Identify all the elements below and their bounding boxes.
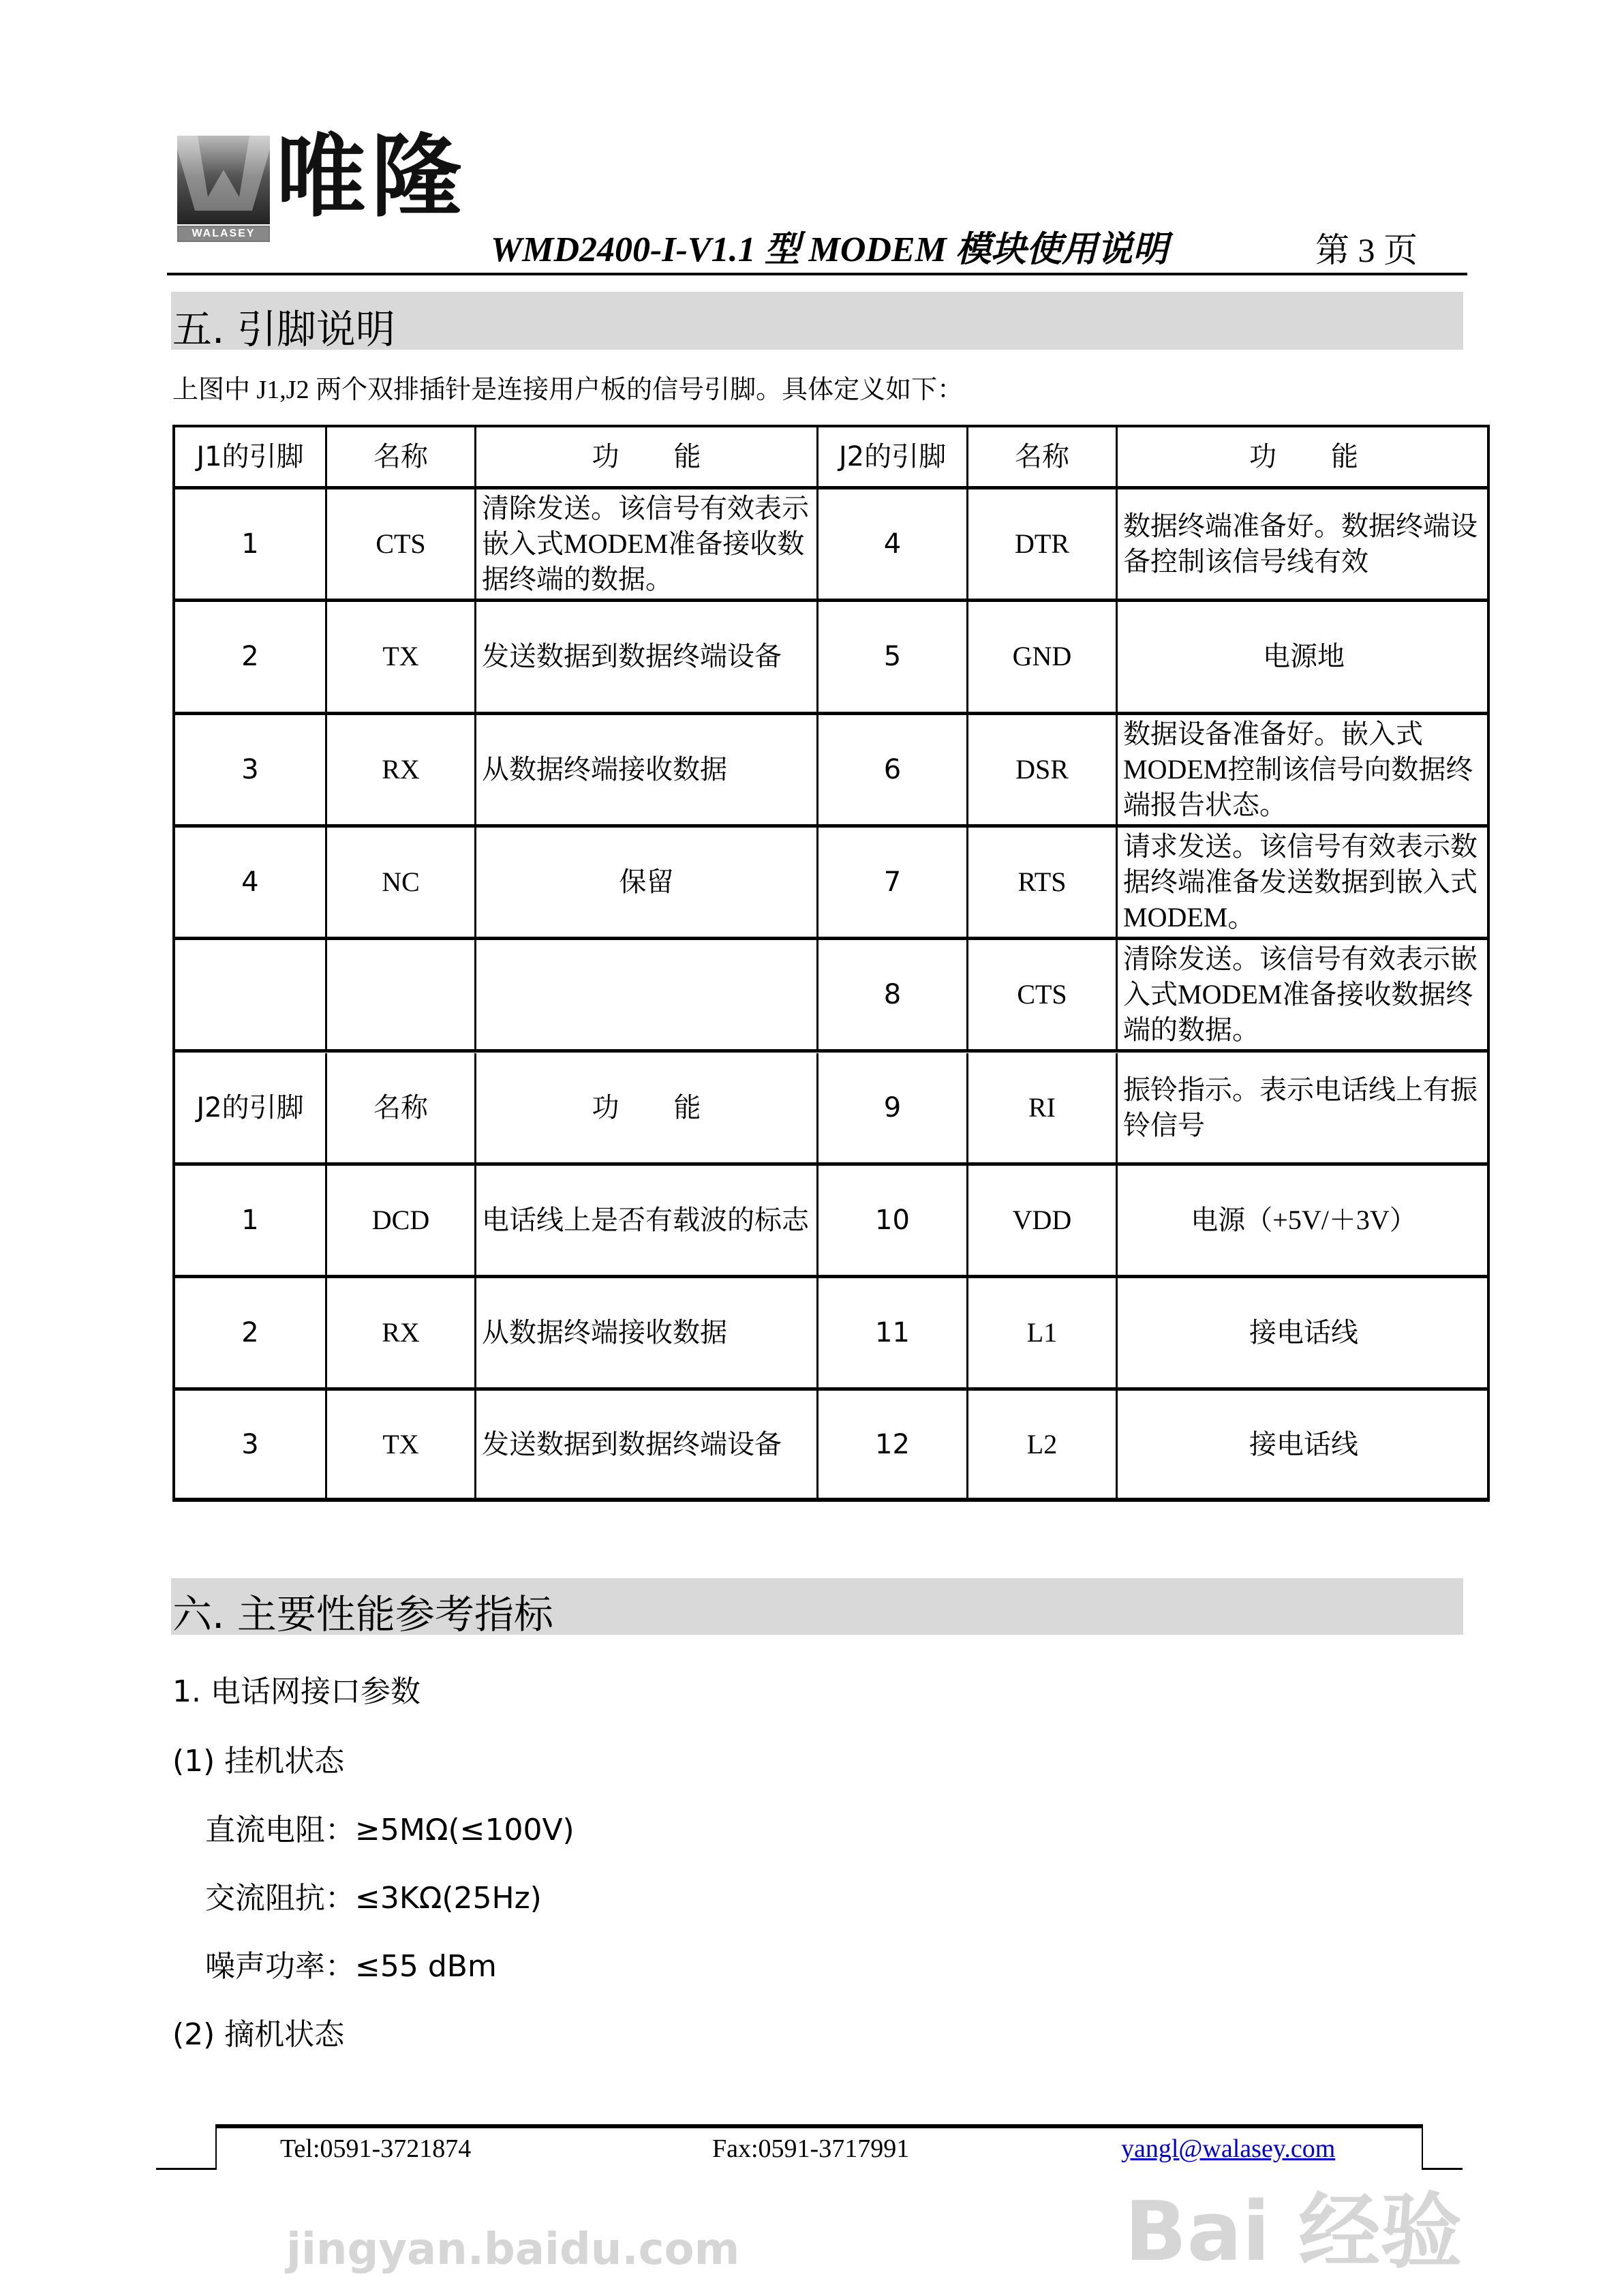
table-cell-pin: 4: [175, 828, 327, 940]
pin-definition-table: [172, 425, 1490, 1502]
table-cell-name: CTS: [327, 489, 476, 602]
table-cell-name: RTS: [968, 828, 1118, 940]
table-cell-pin: 4: [818, 489, 968, 602]
table-cell-function: 振铃指示。表示电话线上有振铃信号: [1118, 1053, 1490, 1166]
table-cell-name: RX: [327, 1278, 476, 1391]
table-cell-name: L2: [968, 1391, 1118, 1500]
logo-label: WALASEY: [177, 226, 270, 242]
table-cell-name: [327, 940, 476, 1053]
footer-telephone: Tel:0591-3721874: [280, 2134, 472, 2163]
table-cell-pin: 8: [818, 940, 968, 1053]
table-cell-function: 发送数据到数据终端设备: [476, 602, 818, 714]
table-header-cell: 名称: [327, 427, 476, 489]
logo-mark-icon: [177, 136, 270, 224]
table-cell-function: [476, 940, 818, 1053]
footer-divider: [1422, 2168, 1463, 2170]
brand-name: 唯隆: [276, 125, 467, 230]
table-header-cell: 功 能: [476, 1053, 818, 1166]
spec-dc-resistance: 直流电阻：≥5MΩ(≤100V): [205, 1813, 575, 1847]
spec-noise-power: 噪声功率：≤55 dBm: [205, 1949, 497, 1984]
table-header-cell: 功 能: [1118, 427, 1490, 489]
table-cell-pin: 12: [818, 1391, 968, 1500]
intro-paragraph: 上图中 J1,J2 两个双排插针是连接用户板的信号引脚。具体定义如下：: [172, 376, 964, 404]
table-cell-pin: [175, 940, 327, 1053]
table-cell-function: 电源地: [1118, 602, 1490, 714]
table-cell-name: VDD: [968, 1166, 1118, 1278]
footer-divider: [1422, 2124, 1423, 2170]
footer-divider: [215, 2124, 1423, 2128]
table-cell-function: 电话线上是否有载波的标志: [476, 1166, 818, 1278]
table-cell-function: 清除发送。该信号有效表示嵌入式MODEM准备接收数据终端的数据。: [1118, 940, 1490, 1053]
table-header-cell: 名称: [968, 427, 1118, 489]
table-cell-function: 数据终端准备好。数据终端设备控制该信号线有效: [1118, 489, 1490, 602]
table-cell-name: DSR: [968, 715, 1118, 828]
table-cell-name: DTR: [968, 489, 1118, 602]
subsection-title: 1. 电话网接口参数: [172, 1674, 420, 1709]
table-cell-pin: 7: [818, 828, 968, 940]
state-title: (1) 挂机状态: [172, 1744, 345, 1779]
table-cell-pin: 3: [175, 715, 327, 828]
table-cell-function: 接电话线: [1118, 1391, 1490, 1500]
section-heading-band: [171, 1578, 1463, 1635]
table-header-cell: J2的引脚: [818, 427, 968, 489]
table-cell-function: 电源（+5V/＋3V）: [1118, 1166, 1490, 1278]
watermark-logo: Bai 经验: [1124, 2185, 1463, 2280]
table-cell-pin: 10: [818, 1166, 968, 1278]
footer-email-link[interactable]: yangl@walasey.com: [1121, 2134, 1336, 2163]
page-number: 第 3 页: [1315, 231, 1418, 269]
footer-divider: [215, 2124, 217, 2170]
table-header-cell: 功 能: [476, 427, 818, 489]
table-cell-name: GND: [968, 602, 1118, 714]
table-header-cell: 名称: [327, 1053, 476, 1166]
table-cell-function: 保留: [476, 828, 818, 940]
table-cell-name: L1: [968, 1278, 1118, 1391]
company-logo: [177, 136, 270, 243]
table-cell-function: 接电话线: [1118, 1278, 1490, 1391]
table-cell-name: RX: [327, 715, 476, 828]
header-divider: [167, 273, 1467, 275]
watermark-url: jingyan.baidu.com: [286, 2224, 740, 2275]
table-cell-name: DCD: [327, 1166, 476, 1278]
footer-divider: [156, 2168, 217, 2170]
table-header-cell: J1的引脚: [175, 427, 327, 489]
spec-ac-impedance: 交流阻抗：≤3KΩ(25Hz): [205, 1881, 542, 1916]
table-cell-pin: 3: [175, 1391, 327, 1500]
table-cell-pin: 9: [818, 1053, 968, 1166]
table-cell-name: TX: [327, 602, 476, 714]
section-heading: 五. 引脚说明: [172, 306, 395, 352]
table-cell-name: CTS: [968, 940, 1118, 1053]
section-heading: 六. 主要性能参考指标: [172, 1591, 553, 1637]
table-cell-pin: 5: [818, 602, 968, 714]
table-cell-name: TX: [327, 1391, 476, 1500]
table-cell-pin: 1: [175, 489, 327, 602]
table-cell-function: 发送数据到数据终端设备: [476, 1391, 818, 1500]
table-cell-pin: 2: [175, 1278, 327, 1391]
table-cell-pin: 6: [818, 715, 968, 828]
table-cell-name: RI: [968, 1053, 1118, 1166]
table-cell-pin: 11: [818, 1278, 968, 1391]
table-cell-pin: 1: [175, 1166, 327, 1278]
table-cell-pin: 2: [175, 602, 327, 714]
section-heading-band: [171, 292, 1463, 350]
table-cell-function: 请求发送。该信号有效表示数据终端准备发送数据到嵌入式MODEM。: [1118, 828, 1490, 940]
table-cell-function: 清除发送。该信号有效表示嵌入式MODEM准备接收数据终端的数据。: [476, 489, 818, 602]
table-cell-function: 从数据终端接收数据: [476, 1278, 818, 1391]
table-header-cell: J2的引脚: [175, 1053, 327, 1166]
state-title: (2) 摘机状态: [172, 2017, 345, 2052]
table-cell-function: 数据设备准备好。嵌入式MODEM控制该信号向数据终端报告状态。: [1118, 715, 1490, 828]
document-title: WMD2400-I-V1.1 型 MODEM 模块使用说明: [491, 230, 1168, 269]
table-cell-function: 从数据终端接收数据: [476, 715, 818, 828]
footer-fax: Fax:0591-3717991: [712, 2134, 910, 2163]
table-cell-name: NC: [327, 828, 476, 940]
